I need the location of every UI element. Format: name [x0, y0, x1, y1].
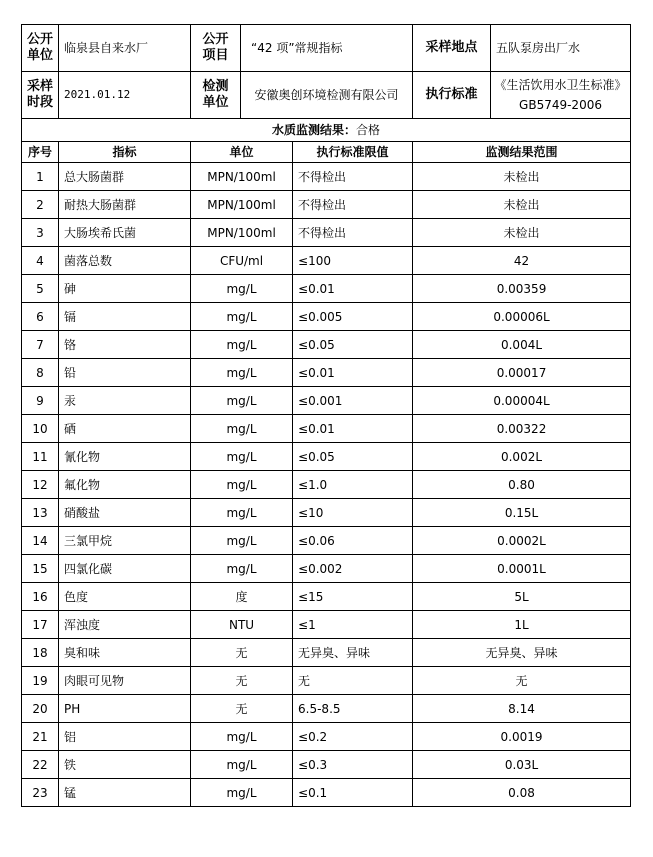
row-limit: ≤0.01 — [293, 275, 413, 303]
row-unit: mg/L — [191, 387, 293, 415]
row-limit: 无异臭、异味 — [293, 639, 413, 667]
row-indicator: 砷 — [59, 275, 191, 303]
row-limit: 6.5-8.5 — [293, 695, 413, 723]
row-limit: ≤0.001 — [293, 387, 413, 415]
result-summary — [22, 119, 631, 142]
public-item-value: “42 项”常规指标 — [241, 25, 413, 72]
row-result: 0.004L — [413, 331, 631, 359]
row-unit: 无 — [191, 639, 293, 667]
table-row — [22, 583, 631, 611]
row-result: 5L — [413, 583, 631, 611]
row-limit: 不得检出 — [293, 163, 413, 191]
row-no: 12 — [22, 471, 59, 499]
standard-label: 执行标准 — [413, 72, 491, 119]
row-limit: 不得检出 — [293, 219, 413, 247]
row-result: 0.00006L — [413, 303, 631, 331]
table-row — [22, 163, 631, 191]
row-limit: ≤0.01 — [293, 415, 413, 443]
row-indicator: 总大肠菌群 — [59, 163, 191, 191]
sampling-site-label: 采样地点 — [413, 25, 491, 72]
result-label: 水质监测结果： — [271, 123, 356, 137]
row-result: 0.0001L — [413, 555, 631, 583]
row-no: 21 — [22, 723, 59, 751]
row-unit: 无 — [191, 667, 293, 695]
row-result: 0.0019 — [413, 723, 631, 751]
row-limit: ≤100 — [293, 247, 413, 275]
row-indicator: 铬 — [59, 331, 191, 359]
row-indicator: 硒 — [59, 415, 191, 443]
table-row — [22, 555, 631, 583]
row-no: 10 — [22, 415, 59, 443]
row-no: 16 — [22, 583, 59, 611]
row-indicator: PH — [59, 695, 191, 723]
table-row — [22, 415, 631, 443]
table-row — [22, 303, 631, 331]
row-unit: MPN/100ml — [191, 163, 293, 191]
header-row-1 — [22, 25, 631, 72]
row-unit: mg/L — [191, 723, 293, 751]
row-indicator: 浑浊度 — [59, 611, 191, 639]
table-row — [22, 695, 631, 723]
row-limit: ≤0.1 — [293, 779, 413, 807]
row-limit: ≤0.3 — [293, 751, 413, 779]
row-limit: ≤0.05 — [293, 443, 413, 471]
row-result: 未检出 — [413, 191, 631, 219]
row-no: 20 — [22, 695, 59, 723]
row-no: 13 — [22, 499, 59, 527]
row-limit: ≤1 — [293, 611, 413, 639]
table-row — [22, 387, 631, 415]
table-row — [22, 639, 631, 667]
table-row — [22, 219, 631, 247]
row-unit: mg/L — [191, 555, 293, 583]
row-unit: mg/L — [191, 415, 293, 443]
header-row-2 — [22, 72, 631, 119]
row-unit: mg/L — [191, 275, 293, 303]
row-indicator: 色度 — [59, 583, 191, 611]
row-result: 无异臭、异味 — [413, 639, 631, 667]
row-limit: 无 — [293, 667, 413, 695]
sampling-time-label: 采样 时段 — [22, 72, 59, 119]
row-result: 0.00004L — [413, 387, 631, 415]
row-unit: mg/L — [191, 527, 293, 555]
row-result: 0.00017 — [413, 359, 631, 387]
row-no: 7 — [22, 331, 59, 359]
row-indicator: 铁 — [59, 751, 191, 779]
row-no: 9 — [22, 387, 59, 415]
standard-value: 《生活饮用水卫生标准》 GB5749-2006 — [491, 72, 631, 119]
row-limit: ≤0.2 — [293, 723, 413, 751]
row-unit: 无 — [191, 695, 293, 723]
row-result: 8.14 — [413, 695, 631, 723]
row-no: 3 — [22, 219, 59, 247]
row-unit: mg/L — [191, 359, 293, 387]
row-unit: mg/L — [191, 303, 293, 331]
row-result: 0.00359 — [413, 275, 631, 303]
table-row — [22, 247, 631, 275]
row-indicator: 肉眼可见物 — [59, 667, 191, 695]
row-limit: ≤1.0 — [293, 471, 413, 499]
table-row — [22, 527, 631, 555]
row-indicator: 汞 — [59, 387, 191, 415]
row-unit: mg/L — [191, 331, 293, 359]
row-unit: CFU/ml — [191, 247, 293, 275]
row-result: 0.08 — [413, 779, 631, 807]
row-no: 17 — [22, 611, 59, 639]
sampling-site-value: 五队泵房出厂水 — [491, 25, 631, 72]
row-result: 42 — [413, 247, 631, 275]
row-indicator: 大肠埃希氏菌 — [59, 219, 191, 247]
row-indicator: 铅 — [59, 359, 191, 387]
row-indicator: 硝酸盐 — [59, 499, 191, 527]
col-header-no: 序号 — [22, 142, 59, 163]
col-header-limit: 执行标准限值 — [293, 142, 413, 163]
row-no: 22 — [22, 751, 59, 779]
table-row — [22, 443, 631, 471]
col-header-unit: 单位 — [191, 142, 293, 163]
table-row — [22, 359, 631, 387]
test-unit-label: 检测 单位 — [191, 72, 241, 119]
water-quality-table — [21, 24, 631, 807]
row-indicator: 四氯化碳 — [59, 555, 191, 583]
table-row — [22, 471, 631, 499]
public-unit-label: 公开 单位 — [22, 25, 59, 72]
row-no: 5 — [22, 275, 59, 303]
row-result: 1L — [413, 611, 631, 639]
row-no: 19 — [22, 667, 59, 695]
row-no: 4 — [22, 247, 59, 275]
row-no: 2 — [22, 191, 59, 219]
sampling-time-value: 2021.01.12 — [59, 72, 191, 119]
public-unit-value: 临泉县自来水厂 — [59, 25, 191, 72]
row-limit: 不得检出 — [293, 191, 413, 219]
row-limit: ≤0.01 — [293, 359, 413, 387]
result-row — [22, 119, 631, 142]
table-row — [22, 499, 631, 527]
row-limit: ≤0.002 — [293, 555, 413, 583]
row-result: 0.15L — [413, 499, 631, 527]
table-row — [22, 191, 631, 219]
row-indicator: 氰化物 — [59, 443, 191, 471]
row-unit: mg/L — [191, 779, 293, 807]
row-unit: 度 — [191, 583, 293, 611]
row-result: 未检出 — [413, 163, 631, 191]
column-header-row — [22, 142, 631, 163]
table-row — [22, 723, 631, 751]
row-indicator: 耐热大肠菌群 — [59, 191, 191, 219]
table-row — [22, 667, 631, 695]
row-limit: ≤15 — [293, 583, 413, 611]
row-unit: mg/L — [191, 751, 293, 779]
row-result: 无 — [413, 667, 631, 695]
table-row — [22, 611, 631, 639]
col-header-indicator: 指标 — [59, 142, 191, 163]
test-unit-value: 安徽奥创环境检测有限公司 — [241, 72, 413, 119]
row-no: 11 — [22, 443, 59, 471]
table-row — [22, 751, 631, 779]
row-limit: ≤0.005 — [293, 303, 413, 331]
row-indicator: 菌落总数 — [59, 247, 191, 275]
row-unit: MPN/100ml — [191, 191, 293, 219]
row-indicator: 氟化物 — [59, 471, 191, 499]
table-row — [22, 275, 631, 303]
row-no: 6 — [22, 303, 59, 331]
row-unit: MPN/100ml — [191, 219, 293, 247]
row-no: 23 — [22, 779, 59, 807]
row-no: 15 — [22, 555, 59, 583]
row-no: 8 — [22, 359, 59, 387]
result-value: 合格 — [356, 123, 381, 137]
row-no: 1 — [22, 163, 59, 191]
table-row — [22, 779, 631, 807]
row-unit: NTU — [191, 611, 293, 639]
col-header-result: 监测结果范围 — [413, 142, 631, 163]
row-limit: ≤0.05 — [293, 331, 413, 359]
row-result: 0.0002L — [413, 527, 631, 555]
row-indicator: 铝 — [59, 723, 191, 751]
row-result: 0.80 — [413, 471, 631, 499]
row-no: 18 — [22, 639, 59, 667]
row-unit: mg/L — [191, 443, 293, 471]
row-unit: mg/L — [191, 499, 293, 527]
row-limit: ≤10 — [293, 499, 413, 527]
row-result: 0.00322 — [413, 415, 631, 443]
row-limit: ≤0.06 — [293, 527, 413, 555]
row-unit: mg/L — [191, 471, 293, 499]
public-item-label: 公开 项目 — [191, 25, 241, 72]
row-indicator: 镉 — [59, 303, 191, 331]
row-indicator: 锰 — [59, 779, 191, 807]
row-result: 未检出 — [413, 219, 631, 247]
row-no: 14 — [22, 527, 59, 555]
row-result: 0.03L — [413, 751, 631, 779]
row-indicator: 臭和味 — [59, 639, 191, 667]
table-row — [22, 331, 631, 359]
row-result: 0.002L — [413, 443, 631, 471]
row-indicator: 三氯甲烷 — [59, 527, 191, 555]
